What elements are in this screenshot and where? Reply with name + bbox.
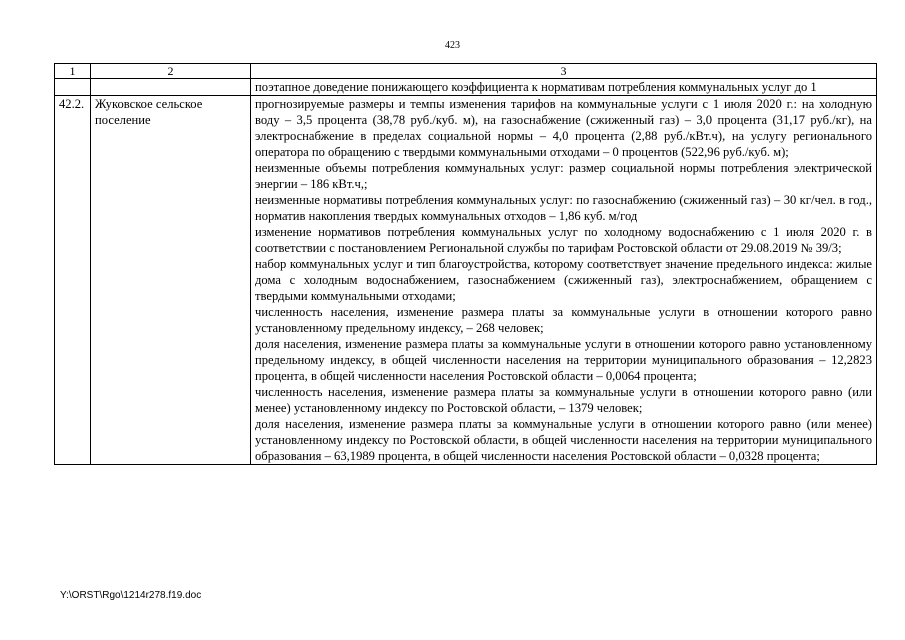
table-row-continuation (55, 79, 877, 96)
settlement-name: Жуковское сельское поселение (91, 96, 251, 465)
column-header-3: 3 (251, 64, 877, 79)
consumption-norms-paragraph: неизменные нормативы потребления коммунальных услуг: по газоснабжению (сжиженный газ) – 30 кг/чел. в год., норматив накопления твердых коммунальных отходов – 1,86 куб. м/год (255, 193, 872, 223)
continuation-number-cell (55, 79, 91, 96)
population-share-regional-index-paragraph: доля населения, изменение размера платы за коммунальные услуги в отношении которого равно (или менее) установленному индексу по Ростовской области, в общей численности населения на территории муниципального образования – 63,1989 процента, в общей численности населения Ростовской области – 0,0328 процента; (255, 417, 872, 463)
table-header-row (55, 64, 877, 79)
page-number: 423 (445, 40, 460, 51)
continuation-name-cell (91, 79, 251, 96)
row-number: 42.2. (55, 96, 91, 465)
norms-change-paragraph: изменение нормативов потребления коммунальных услуг по холодному водоснабжению с 1 июля 2020 г. в соответствии с постановлением Региональной службы по тарифам Ростовской области от 29.08.2019 № 39/3; (255, 225, 872, 255)
population-share-limit-index-paragraph: доля населения, изменение размера платы за коммунальные услуги в отношении которого равно установленному предельному индексу, в общей численности населения на территории муниципального образования – 12,2823 процента, в общей численности населения Ростовской области – 0,0064 процента; (255, 337, 872, 383)
column-header-2: 2 (91, 64, 251, 79)
tariff-forecast-paragraph: прогнозируемые размеры и темпы изменения тарифов на коммунальные услуги с 1 июля 2020 г.: на холодную воду – 3,5 процента (38,78 руб./куб. м), на газоснабжение (сжиженный газ) – 3,0 процента (31,17 руб./кг), на электроснабжение в пределах социальной нормы – 4,0 процента (2,88 руб./кВт.ч), на услугу регионального оператора по обращению с твердыми коммунальными отходами – 0 процентов (522,96 руб./куб. м); (255, 97, 872, 159)
population-regional-index-paragraph: численность населения, изменение размера платы за коммунальные услуги в отношении которого равно (или менее) установленному индексу по Ростовской области, – 1379 человек; (255, 385, 872, 415)
column-header-1: 1 (55, 64, 91, 79)
table-row (55, 96, 877, 465)
row-content (251, 96, 877, 465)
document-table (54, 63, 877, 465)
continuation-paragraph: поэтапное доведение понижающего коэффициента к нормативам потребления коммунальных услуг до 1 (255, 80, 817, 94)
continuation-text-cell (251, 79, 877, 96)
consumption-volume-paragraph: неизменные объемы потребления коммунальных услуг: размер социальной нормы потребления электрической энергии – 186 кВт.ч,; (255, 161, 872, 191)
services-set-paragraph: набор коммунальных услуг и тип благоустройства, которому соответствует значение предельного индекса: жилые дома с холодным водоснабжением, газоснабжением (сжиженный газ), электроснабжением, обращением с твердыми коммунальными отходами; (255, 257, 872, 303)
document-path-footer: Y:\ORST\Rgo\1214r278.f19.doc (60, 590, 202, 601)
population-limit-index-paragraph: численность населения, изменение размера платы за коммунальные услуги в отношении которого равно установленному предельному индексу, – 268 человек; (255, 305, 872, 335)
